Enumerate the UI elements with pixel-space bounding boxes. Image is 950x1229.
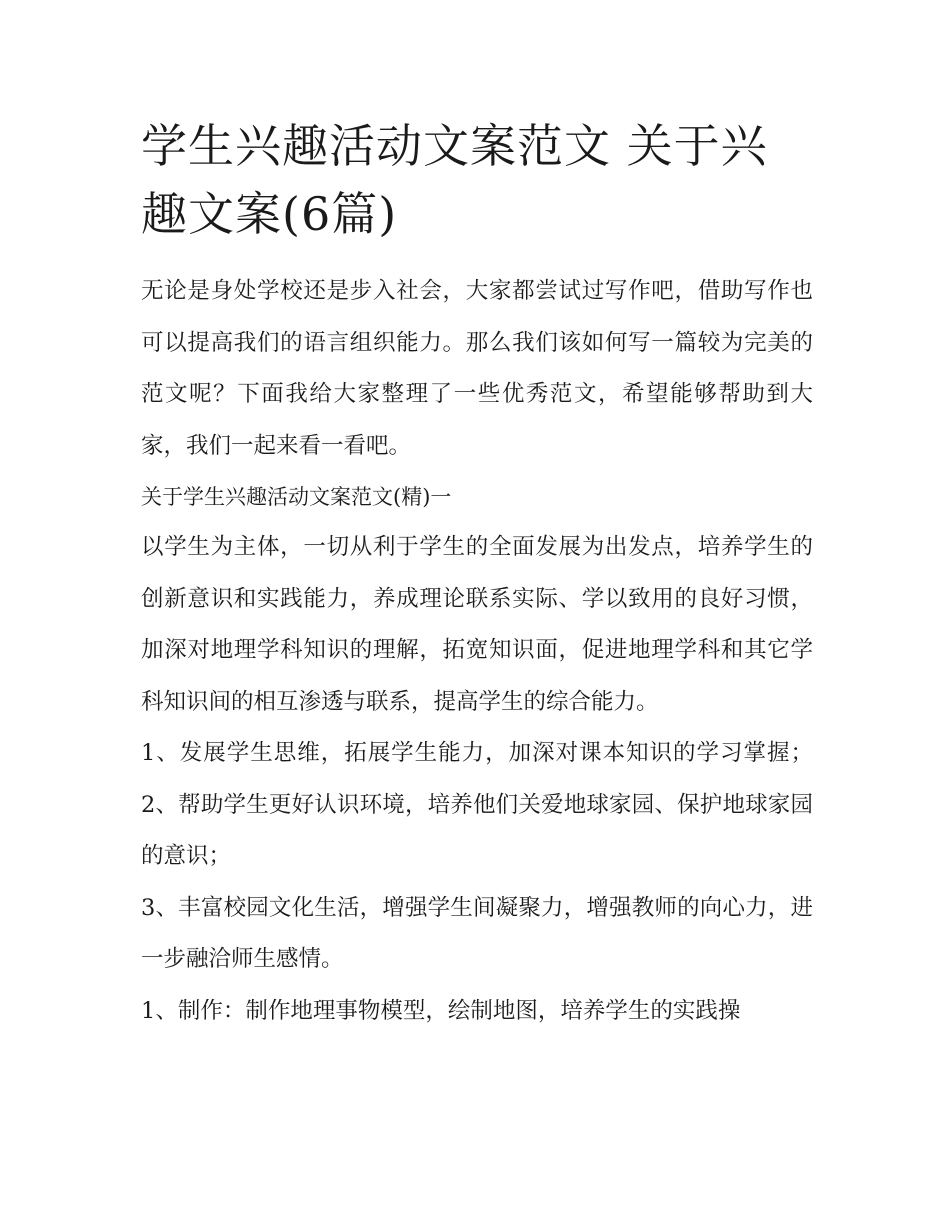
section-heading: 关于学生兴趣活动文案范文(精)一 xyxy=(141,485,452,509)
body-paragraph-1: 以学生为主体，一切从利于学生的全面发展为出发点，培养学生的创新意识和实践能力，养成理论联系实际、学以致用的良好习惯，加深对地理学科知识的理解，拓宽知识面，促进地理学科和其它学科知识间的相互渗透与联系，提高学生的综合能力。 xyxy=(141,534,813,715)
body-paragraph-3: 3、丰富校园文化生活，增强学生间凝聚力，增强教师的向心力，进一步融洽师生感情。 xyxy=(141,894,813,972)
document-title: 学生兴趣活动文案范文 关于兴趣文案(6篇) xyxy=(141,119,768,241)
intro-paragraph: 无论是身处学校还是步入社会，大家都尝试过写作吧，借助写作也可以提高我们的语言组织能力。那么我们该如何写一篇较为完美的范文呢？下面我给大家整理了一些优秀范文，希望能够帮助到大家，我们一起来看一看吧。 xyxy=(141,278,813,459)
document-page xyxy=(141,112,813,1037)
body-paragraph-2: 1、发展学生思维，拓展学生能力，加深对课本知识的学习掌握； 2、帮助学生更好认识环境，培养他们关爱地球家园、保护地球家园的意识； xyxy=(141,740,813,869)
body-paragraph-4: 1、制作：制作地理事物模型，绘制地图，培养学生的实践操 xyxy=(141,997,741,1024)
